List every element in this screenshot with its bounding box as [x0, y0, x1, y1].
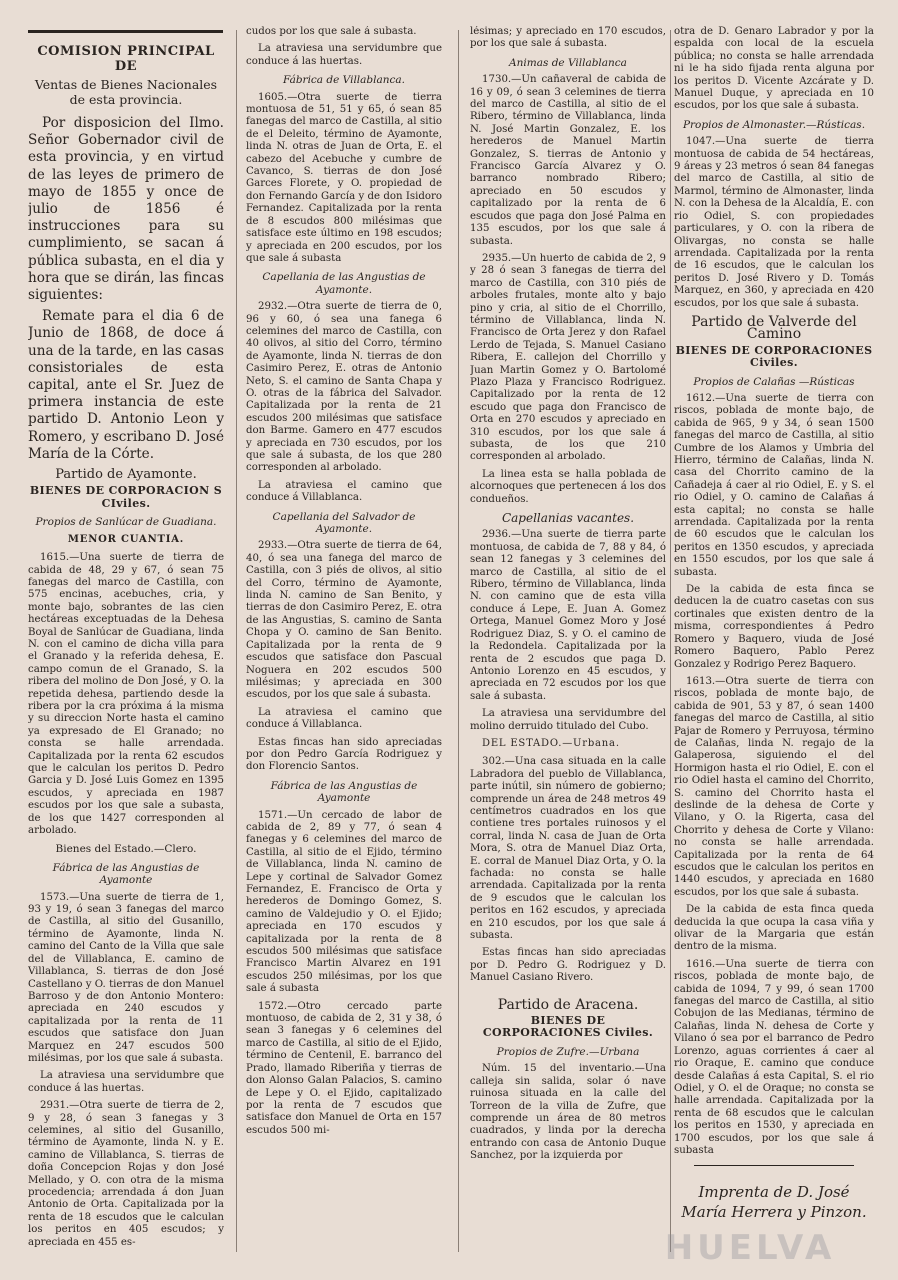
lot-1571: 1571.—Un cercado de labor de cabida de 2, 89 y 77, ó sean 4 fanegas y 6 celemines del marco de Castilla, al sitio de el Ejido, término de Villablanca, linda N. camino de Lepe y cortinal de Salvador Gomez Fernandez, E. Francisco de Orta y herederos de Domingo Gomez, S. camino de Valdejudio y O. el Ejido; apreciada en 170 escudos y capitalizada por la renta de 8 escudos 500 milésimas que satisface Francisco Martin Alvarez en 191 escudos 250 milésimas, por los que sale á subasta [246, 809, 442, 995]
continuation-text: otra de D. Genaro Labrador y por la espalda con local de la escuela pública; no consta se halle arrendada ni le ha sido fijada renta alguna por los peritos D. Vicente Azcárate y D. Manuel Duque, y apreciada en 10 escudos, por los que sale á subasta. [674, 26, 874, 112]
appraisers-note: Estas fincas han sido apreciadas por don Pedro García Rodriguez y don Florencio Santos. [246, 736, 442, 773]
lot-2933: 2933.—Otra suerte de tierra de 64, 40, ó sea una fanega del marco de Castilla, con 3 piés de olivos, al sitio del Corro, término de Ayamonte, linda N. camino de San Benito, y tierras de don Casimiro Perez, E. otra de las Angustias, S. camino de Santa Chopa y O. camino de San Benito. Capitalizada por la renta de 9 escudos que satisface don Pascual Noguera en 202 escudos 500 milésimas; y apreciada en 300 escudos, por los que sale á subasta. [246, 540, 442, 701]
lot-2932-note: La atraviesa el camino que conduce á Villablanca. [246, 479, 442, 504]
lot-2933-note: La atraviesa el camino que conduce á Villablanca. [246, 706, 442, 731]
calanas-heading: Propios de Calañas —Rústicas [693, 375, 855, 388]
valverde-heading: Partido de Valverde del Camino [691, 313, 857, 343]
lot-302: 302.—Una casa situada en la calle Labradora del pueblo de Villablanca, parte inútil, sin número de gobierno; comprende un área de 248 metros 49 centímetros cuadrados en los que contiene tres portales ruinosos y el corral, linda N. casa de Juan de Orta Mora, S. otra de Manuel Diaz Orta, E. corral de Manuel Diaz Orta, y O. la fachada: no consta se halle arrendada. Capitalizada por la renta de 9 escudos que le calculan los peritos en 162 escudos, y apreciada en 210 escudos, por los que sale á subasta. [470, 756, 666, 942]
column-1 [28, 26, 224, 1258]
lot-1613: 1613.—Otra suerte de tierra con riscos, poblada de monte bajo, de cabida de 901, 53 y 87, ó sean 1400 fanegas del marco de Castilla, al sitio Pajar de Romero y Perruyosa, término de Calañas, linda N. regajo de la Galaperosa, siguiendo el del Hormigon hasta el rio Odiel, E. con el rio Odiel hasta el camino del Chorrito, S. camino del Chorrito hasta el deslinde de la dehesa de Corte y Vilano, y O. la Rigerta, casa del Chorrito y dehesa de Corte y Vilano: no consta se halle arrendada. Capitalizada por la renta de 64 escudos que le calculan los peritos en 1440 escudos, y apreciada en 1680 escudos, por los que sale á subasta. [674, 675, 874, 898]
lot-1605: 1605.—Otra suerte de tierra montuosa de 51, 51 y 65, ó sean 85 fanegas del marco de Castilla, al sitio de el Deleito, término de Ayamonte, linda N. otras de Juan de Orta, E. el cabezo del Acebuche y cumbre de Cavanco, S. tierras de don José Garces Florete, y O. propiedad de don Fernando García y de don Isidoro Fernandez. Capitalizada por la renta de 8 escudos 800 milésimas que satisface este último en 198 escudos; y apreciada en 200 escudos, por los que sale á subasta [246, 91, 442, 264]
bienes-heading: BIENES DE CORPORACION S CIviles. [29, 484, 223, 510]
lot-2936: 2936.—Una suerte de tierra parte montuosa, de cabida de 7, 88 y 84, ó sean 12 fanegas y 3 celemines del marco de Castilla, al sitio de el Ribero, término de Villablanca, linda N. con camino que de esta villa conduce á Lepe, E. Juan A. Gomez Ortega, Manuel Gomez Moro y José Rodriguez Diaz, S. y O. el camino de la Redondela. Capitalizada por la renta de 2 escudos que paga D. Antonio Lorenzo en 45 escudos, y apreciada en 72 escudos por los que sale á subasta. [470, 529, 666, 702]
auction-paragraph: Remate para el dia 6 de Junio de 1868, de doce á una de la tarde, en las casas consistoriales de esta capital, ante el Sr. Juez de primera instancia de este partido D. Antonio Leon y Romero, y escribano D. José María de la Córte. [28, 308, 224, 462]
lot-1615: 1615.—Una suerte de tierra de cabida de 48, 29 y 67, ó sean 75 fanegas del marco de Castilla, con 575 encinas, acebuches, cria, y monte bajo, sobrantes de las cien hectáreas exceptuadas de la Dehesa Boyal de Sanlúcar de Guadiana, linda N. con el camino de dicha villa para el Granado y la referida dehesa, E. campo comun de el Granado, S. la ribera del molino de Don José, y O. la repetida dehesa, partiendo desde la ribera por la cra próxima á la misma y su direccion Norte hasta el camino ya expresado de El Granado; no consta se halle arrendada. Capitalizada por la renta 62 escudos que le calculan los peritos D. Pedro Garcia y D. José Luis Gomez en 1395 escudos, y apreciada en 1987 escudos por los que sale a subasta, de los que 1427 corresponden al arbolado. [28, 552, 224, 837]
lot-1612: 1612.—Una suerte de tierra con riscos, poblada de monte bajo, de cabida de 965, 9 y 34, ó sean 1500 fanegas del marco de Castilla, al sitio Cumbre de los Alamos y Umbria del Hierro, término de Calañas, linda N. casa del Chorrito camino de la Cañadeja á caer al rio Odiel, E. y S. el rio Odiel, y O. camino de Calañas á esta capital; no consta se halle arrendada. Capitalizada por la renta de 60 escudos que le calculan los peritos en 1350 escudos, y apreciada en 1550 escudos, por los que sale á subasta. [674, 392, 874, 578]
inventory-15: Núm. 15 del inventario.—Una calleja sin salida, solar ó nave ruinosa situada en la calle del Torreon de la villa de Zufre, que comprende un área de 80 metros cuadrados, y linda por la derecha entrando con casa de Antonio Duque Sanchez, por la izquierda por [470, 1063, 666, 1162]
lot-1613-note: De la cabida de esta finca queda deducida la que ocupa la casa viña y olivar de la Margaria que están dentro de la misma. [674, 904, 874, 953]
fabrica-villablanca-heading: Fábrica de Villablanca. [283, 74, 405, 87]
continuation-text: cudos por los que sale á subasta. [246, 26, 417, 37]
commission-subheading: Ventas de Bienes Nacionales de esta provincia. [34, 77, 218, 107]
continuation-note: La atraviesa una servidumbre que conduce á las huertas. [246, 43, 442, 67]
lot-1573: 1573.—Una suerte de tierra de 1, 93 y 19, ó sean 3 fanegas del marco de Castilla, al sitio del Gusanillo, término de Ayamonte, linda N. camino del Canto de la Villa que sale del de Villablanca, E. camino de Villablanca, S. tierras de don José Castellano y O. tierras de don Manuel Barroso y de don Antonio Montero: apreciada en 240 escudos y capitalizada por la renta de 11 escudos que satisface don Juan Marquez en 247 escudos 500 milésimas, por los que sale á subasta. [28, 891, 224, 1064]
fabrica-heading-2: Fábrica de las Angustias de Ayamonte [270, 779, 418, 805]
column-rule-1 [236, 30, 237, 1252]
column-4 [674, 26, 874, 1258]
lot-1616: 1616.—Una suerte de tierra con riscos, poblada de monte bajo, de cabida de 1094, 7 y 99, ó sean 1700 fanegas del marco de Castilla, al sitio Cobujon de las Medianas, término de Calañas, linda N. dehesa de Corte y Vilano ó sea por el barranco de Pedro Lorenzo, aguas corrientes á caer al rio Oraque, E. camino que conduce desde Calañas á esta Capital, S. el rio Odiel, y O. el de Oraque; no consta se halle arrendada. Capitalizada por la renta de 68 escudos que le calculan los peritos en 1530, y apreciada en 1700 escudos, por los que sale á subasta [674, 958, 874, 1156]
column-rule-3 [670, 30, 671, 1252]
lot-2936-note: La atraviesa una servidumbre del molino derruido titulado del Cubo. [470, 708, 666, 732]
capellania-angustias-heading: Capellania de las Angustias de Ayamonte. [262, 271, 426, 296]
lot-1730: 1730.—Un cañaveral de cabida de 16 y 09, ó sean 3 celemines de tierra del marco de Castilla, al sitio de el Ribero, término de Villablanca, linda N. José Martin Gonzalez, E. los herederos de Manuel Martin Gonzalez, S. tierras de Antonio y Francisco García Alvarez y O. barranco nombrado Ribero; apreciado en 50 escudos y capitalizado por la renta de 6 escudos que paga don José Palma en 135 escudos, por los que sale á subasta. [470, 74, 666, 247]
imprint-rule [694, 1165, 854, 1166]
column-2 [246, 26, 442, 1258]
column-3 [470, 26, 666, 1258]
capellanias-heading: Capellanias vacantes. [501, 511, 635, 526]
bienes-corporaciones-heading: BIENES DE CORPORACIONES Civiles. [482, 1014, 654, 1040]
zufre-heading: Propios de Zufre.—Urbana [496, 1045, 640, 1058]
almonaster-heading: Propios de Almonaster.—Rústicas. [682, 118, 866, 131]
lot-2935: 2935.—Un huerto de cabida de 2, 9 y 28 ó sean 3 fanegas de tierra del marco de Castilla, con 310 piés de arboles frutales, monte alto y bajo pino y cria, al sitio de el Chorrillo, término de Villablanca, linda N. Francisco de Orta Jerez y don Rafael Lerdo de Tejada, S. Manuel Casiano Ribera, E. callejon del Chorrillo y Juan Martin Gomez y O. Bartolomé Plazo Plaza y Francisco Rodriguez. Capitalizado por la renta de 12 escudo que paga don Francisco de Orta en 270 escudos y apreciado en 310 escudos, por los que sale á subasta, de los que 210 corresponden al arbolado. [470, 252, 666, 463]
continuation-text: lésimas; y apreciado en 170 escudos, por los que sale á subasta. [470, 26, 666, 50]
lot-1572: 1572.—Otro cercado parte montuoso, de cabida de 2, 31 y 38, ó sean 3 fanegas y 6 celemines del marco de Castilla, al sitio de el Ejido, término de Centenil, E. barranco del Prado, llamado Riberiña y tierras de don Alonso Galan Palacios, S. camino de Lepe y O. el Ejido, capitalizado por la renta de 7 escudos que satisface don Manuel de Orta en 157 escudos 500 mi- [246, 1000, 442, 1136]
imprint-line: Imprenta de D. José María Herrera y Pinzon. [681, 1183, 867, 1222]
bienes-corporaciones-heading: BIENES DE CORPORACIONES Civiles. [675, 343, 873, 370]
propios-heading: Propios de Sanlúcar de Guadiana. [35, 516, 217, 529]
lot-1573-note: La atraviesa una servidumbre que conduce á las huertas. [28, 1070, 224, 1094]
lead-paragraph: Por disposicion del Ilmo. Señor Gobernador civil de esta provincia, y en virtud de las leyes de primero de mayo de 1855 y once de julio de 1856 é instrucciones para su cumplimiento, se sacan á pública subasta, en el dia y hora que se dirán, las fincas siguientes: [28, 115, 224, 304]
lot-2935-note: La linea esta se halla poblada de alcornoques que pertenecen á los dos condueños. [470, 468, 666, 505]
del-estado-heading: DEL ESTADO.—Urbana. [482, 737, 620, 749]
menor-cuantia-heading: MENOR CUANTIA. [67, 533, 185, 545]
lot-1612-note: De la cabida de esta finca se deducen la de cuatro casetas con sus cortinales que existen dentro de la misma, correspondientes á Pedro Romero y Baquero, viuda de José Romero Baquero, Pablo Perez Gonzalez y Rodrigo Perez Baquero. [674, 584, 874, 670]
aracena-heading: Partido de Aracena. [497, 996, 639, 1013]
fabrica-heading-1: Fábrica de las Angustias de Ayamonte [52, 861, 200, 887]
watermark-logo: HUELVA [664, 1228, 836, 1268]
bienes-estado-heading: Bienes del Estado.—Clero. [55, 843, 197, 856]
column-rule-2 [458, 30, 459, 1252]
partido-heading: Partido de Ayamonte. [55, 467, 197, 483]
capellania-salvador-heading: Capellania del Salvador de Ayamonte. [272, 510, 416, 536]
lot-302-note: Estas fincas han sido apreciadas por D. Pedro G. Rodriguez y D. Manuel Casiano Rivero. [470, 947, 666, 984]
commission-heading: COMISION PRINCIPAL DE [37, 44, 215, 74]
lot-2931: 2931.—Otra suerte de tierra de 2, 9 y 28, ó sean 3 fanegas y 3 celemines, al sitio del Gusanillo, término de Ayamonte, linda N. y E. camino de Villablanca, S. tierras de doña Concepcion Rojas y don José Mellado, y O. con otra de la misma procedencia; arrendada á don Juan Antonio de Orta. Capitalizada por la renta de 18 escudos que le calculan los peritos en 405 escudos; y apreciada en 455 es- [28, 1100, 224, 1248]
lot-2932: 2932.—Otra suerte de tierra de 0, 96 y 60, ó sea una fanega 6 celemines del marco de Castilla, con 40 olivos, al sitio del Corro, término de Ayamonte, linda N. tierras de don Casimiro Perez, E. otras de Antonio Neto, S. el camino de Santa Chapa y O. otras de la fábrica del Salvador. Capitalizada por la renta de 21 escudos 200 milésimas que satisface don Barme. Gamero en 477 escudos y apreciada en 730 escudos, por los que sale á subasta, de los que 280 corresponden al arbolado. [246, 301, 442, 474]
lot-1047: 1047.—Una suerte de tierra montuosa de cabida de 54 hectáreas, 9 áreas y 23 metros ó sean 84 fanegas del marco de Castilla, al sitio de Marmol, término de Almonaster, linda N. con la Dehesa de la Alcaldía, E. con rio Odiel, S. con propiedades particulares, y O. con la ribera de Olivargas, no consta se halle arrendada. Capitalizada por la renta de 16 escudos, que le calculan los peritos D. José Rivero y D. Tomás Marquez, en 360, y apreciada en 420 escudos, por los que sale á subasta. [674, 136, 874, 309]
animas-heading: Animas de Villablanca [509, 56, 627, 69]
